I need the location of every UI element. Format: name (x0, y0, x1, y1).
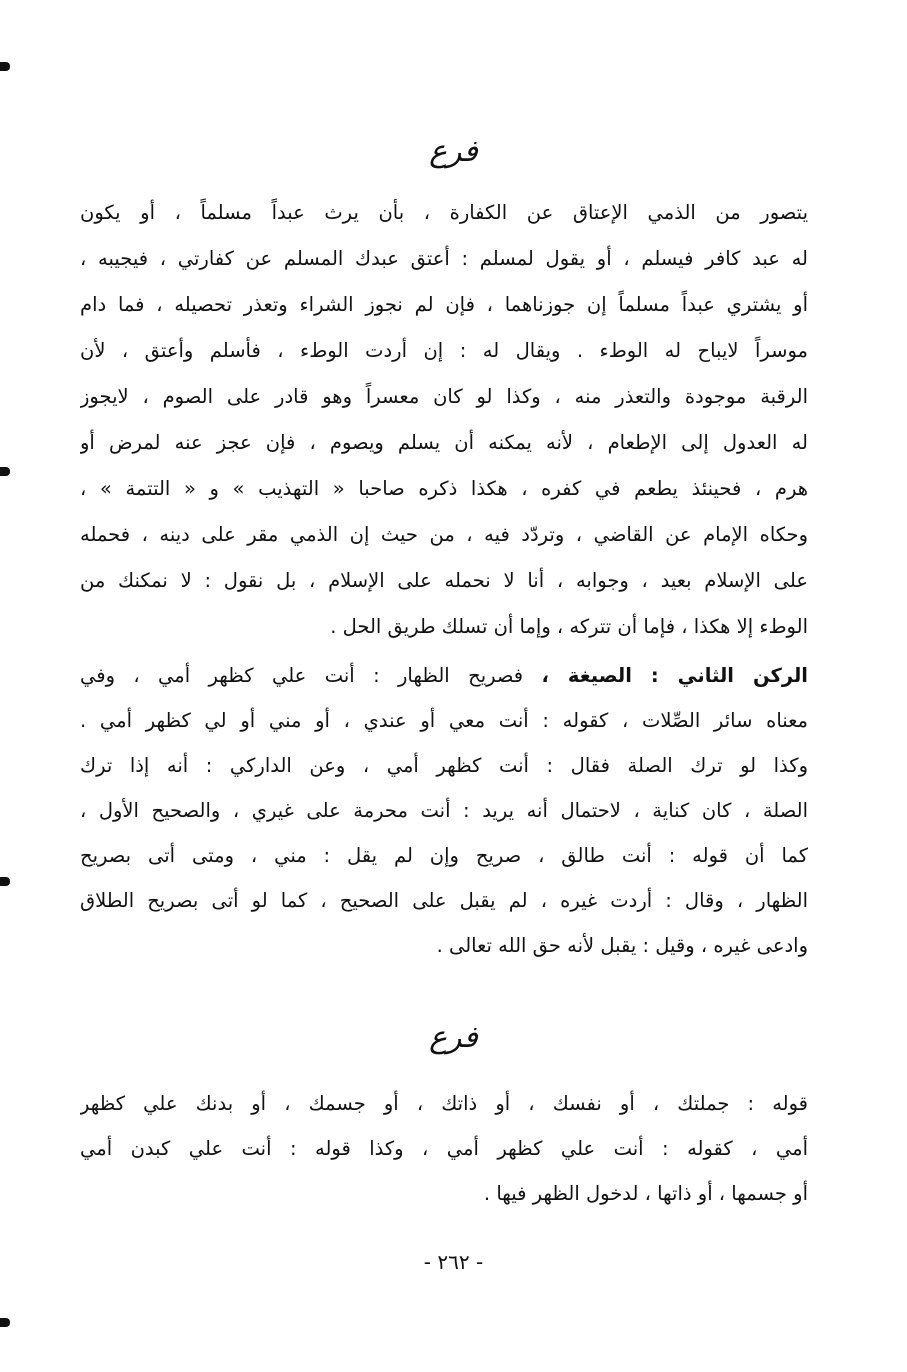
page-number: - ٢٦٢ - (423, 1250, 484, 1274)
text-line: الظهار ، وقال : أردت غيره ، لم يقبل على الصحيح ، كما لو أتى بصريح الطلاق (80, 889, 808, 912)
paragraph-section-1 (80, 190, 808, 650)
text-line: على الإسلام بعيد ، وجوابه ، أنا لا نحمله على الإسلام ، بل نقول : لا نمكنك من (80, 569, 808, 592)
section-heading: فرع (429, 1020, 478, 1055)
text-line: وكذا لو ترك الصلة فقال : أنت كظهر أمي ، وعن الداركي : أنه إذا ترك (80, 754, 808, 777)
text-line: له عبد كافر فيسلم ، أو يقول لمسلم : أعتق عبدك المسلم عن كفارتي ، فيجيبه ، (80, 247, 808, 270)
text-line: قوله : جملتك ، أو نفسك ، أو ذاتك ، أو جسمك ، أو بدنك علي كظهر (80, 1092, 808, 1115)
text-line: معناه سائر الصِّلات ، كقوله : أنت معي أو عندي ، أو مني أو لي كظهر أمي . (80, 709, 808, 732)
text-line: وحكاه الإمام عن القاضي ، وتردّد فيه ، من حيث إن الذمي مقر على دينه ، فحمله (80, 523, 808, 546)
text-line: أو جسمها ، أو ذاتها ، لدخول الظهر فيها . (483, 1182, 808, 1205)
text-line: يتصور من الذمي الإعتاق عن الكفارة ، بأن يرث عبداً مسلماً ، أو يكون (80, 201, 808, 224)
text-line (80, 653, 808, 698)
text-line: له العدول إلى الإطعام ، لأنه يمكنه أن يسلم ويصوم ، فإن عجز عنه لمرض أو (80, 431, 808, 454)
text-line: الوطء إلا هكذا ، فإما أن تتركه ، وإما أن تسلك طريق الحل . (330, 615, 808, 638)
scan-edge-mark (0, 877, 10, 886)
text-run: فصريح الظهار : أنت علي كظهر أمي ، وفي (80, 664, 524, 687)
scan-edge-mark (0, 62, 10, 71)
text-line: أو يشتري عبداً مسلماً إن جوزناهما ، فإن لم نجوز الشراء وتعذر تحصيله ، فما دام (80, 293, 808, 316)
scan-edge-mark (0, 1318, 10, 1327)
section-heading: فرع (429, 134, 478, 169)
text-line: الرقبة موجودة والتعذر منه ، وكذا لو كان معسراً وهو قادر على الصوم ، لايجوز (80, 385, 808, 408)
paragraph-section-2 (80, 653, 808, 968)
text-line: هرم ، فحينئذ يطعم في كفره ، هكذا ذكره صاحبا « التهذيب » و « التتمة » ، (80, 477, 808, 500)
text-line: الصلة ، كان كناية ، لاحتمال أنه يريد : أنت محرمة على غيري ، والصحيح الأول ، (80, 799, 808, 822)
text-line: كما أن قوله : أنت طالق ، صريح وإن لم يقل : مني ، ومتى أتى بصريح (80, 844, 808, 867)
pillar-title: الركن الثاني : الصيغة ، (541, 664, 808, 687)
text-line: وادعى غيره ، وقيل : يقبل لأنه حق الله تعالى . (436, 934, 808, 957)
text-line: أمي ، كقوله : أنت علي كظهر أمي ، وكذا قوله : أنت علي كبدن أمي (80, 1137, 808, 1160)
scan-edge-mark (0, 467, 10, 476)
paragraph-section-3 (80, 1081, 808, 1216)
text-line: موسراً لايباح له الوطء . ويقال له : إن أردت الوطء ، فأسلم وأعتق ، لأن (80, 339, 808, 362)
